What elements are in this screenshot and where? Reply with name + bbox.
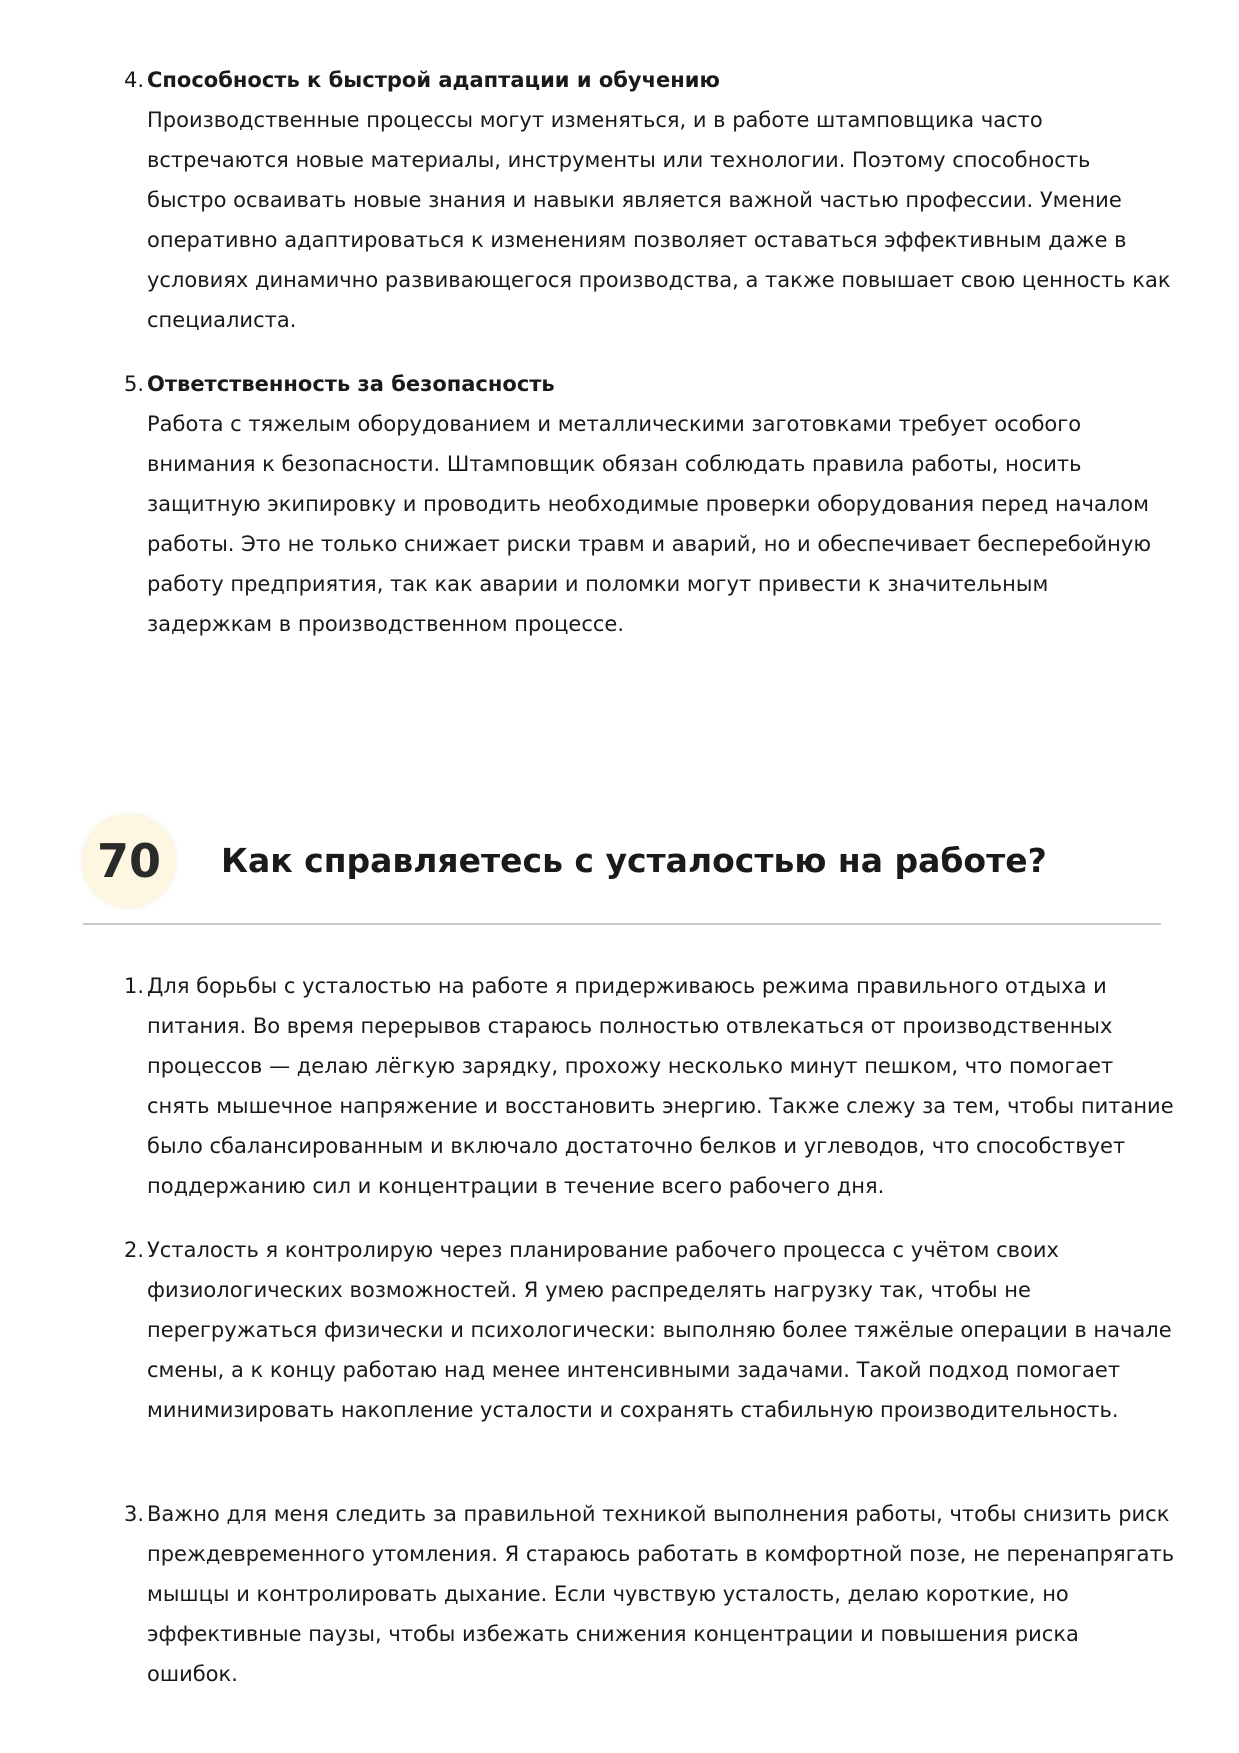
answer-number: 3.	[123, 1502, 144, 1526]
answer-item-1	[116, 966, 1176, 1206]
list-item-number: 5.	[123, 372, 144, 396]
list-item-title: Способность к быстрой адаптации и обучению	[147, 68, 720, 92]
question-header	[83, 815, 1161, 925]
list-item-text: Работа с тяжелым оборудованием и металлическими заготовками требует особого внимания к безопасности. Штамповщик обязан соблюдать правила работы, носить защитную экипировку и проводить необходимые проверки оборудования перед началом работы. Это не только снижает риски травм и аварий, но и обеспечивает бесперебойную работу предприятия, так как аварии и поломки могут привести к значительным задержкам в производственном процессе.	[147, 412, 1152, 636]
question-title: Как справляетесь с усталостью на работе?	[221, 841, 1047, 880]
answer-number: 2.	[123, 1238, 144, 1262]
list-item-number: 4.	[123, 68, 144, 92]
answer-item-2	[116, 1230, 1176, 1430]
question-number-badge: 70	[83, 815, 175, 907]
list-item-5	[116, 364, 1176, 644]
answer-text: Усталость я контролирую через планирование рабочего процесса с учётом своих физиологических возможностей. Я умею распределять нагрузку так, чтобы не перегружаться физически и психологически: выполняю более тяжёлые операции в начале смены, а к концу работаю над менее интенсивными задачами. Такой подход помогает минимизировать накопление усталости и сохранять стабильную производительность.	[147, 1238, 1172, 1422]
header-divider	[83, 923, 1161, 925]
list-item-title: Ответственность за безопасность	[147, 372, 555, 396]
list-item-4	[116, 60, 1176, 340]
answer-number: 1.	[123, 974, 144, 998]
answer-text: Важно для меня следить за правильной техникой выполнения работы, чтобы снизить риск преждевременного утомления. Я стараюсь работать в комфортной позе, не перенапрягать мышцы и контролировать дыхание. Если чувствую усталость, делаю короткие, но эффективные паузы, чтобы избежать снижения концентрации и повышения риска ошибок.	[147, 1502, 1175, 1686]
answer-text: Для борьбы с усталостью на работе я придерживаюсь режима правильного отдыха и питания. Во время перерывов стараюсь полностью отвлекаться от производственных процессов — делаю лёгкую зарядку, прохожу несколько минут пешком, что помогает снять мышечное напряжение и восстановить энергию. Также слежу за тем, чтобы питание было сбалансированным и включало достаточно белков и углеводов, что способствует поддержанию сил и концентрации в течение всего рабочего дня.	[147, 974, 1174, 1198]
answer-item-3	[116, 1494, 1176, 1694]
list-item-text: Производственные процессы могут изменяться, и в работе штамповщика часто встречаются новые материалы, инструменты или технологии. Поэтому способность быстро осваивать новые знания и навыки является важной частью профессии. Умение оперативно адаптироваться к изменениям позволяет оставаться эффективным даже в условиях динамично развивающегося производства, а также повышает свою ценность как специалиста.	[147, 108, 1171, 332]
